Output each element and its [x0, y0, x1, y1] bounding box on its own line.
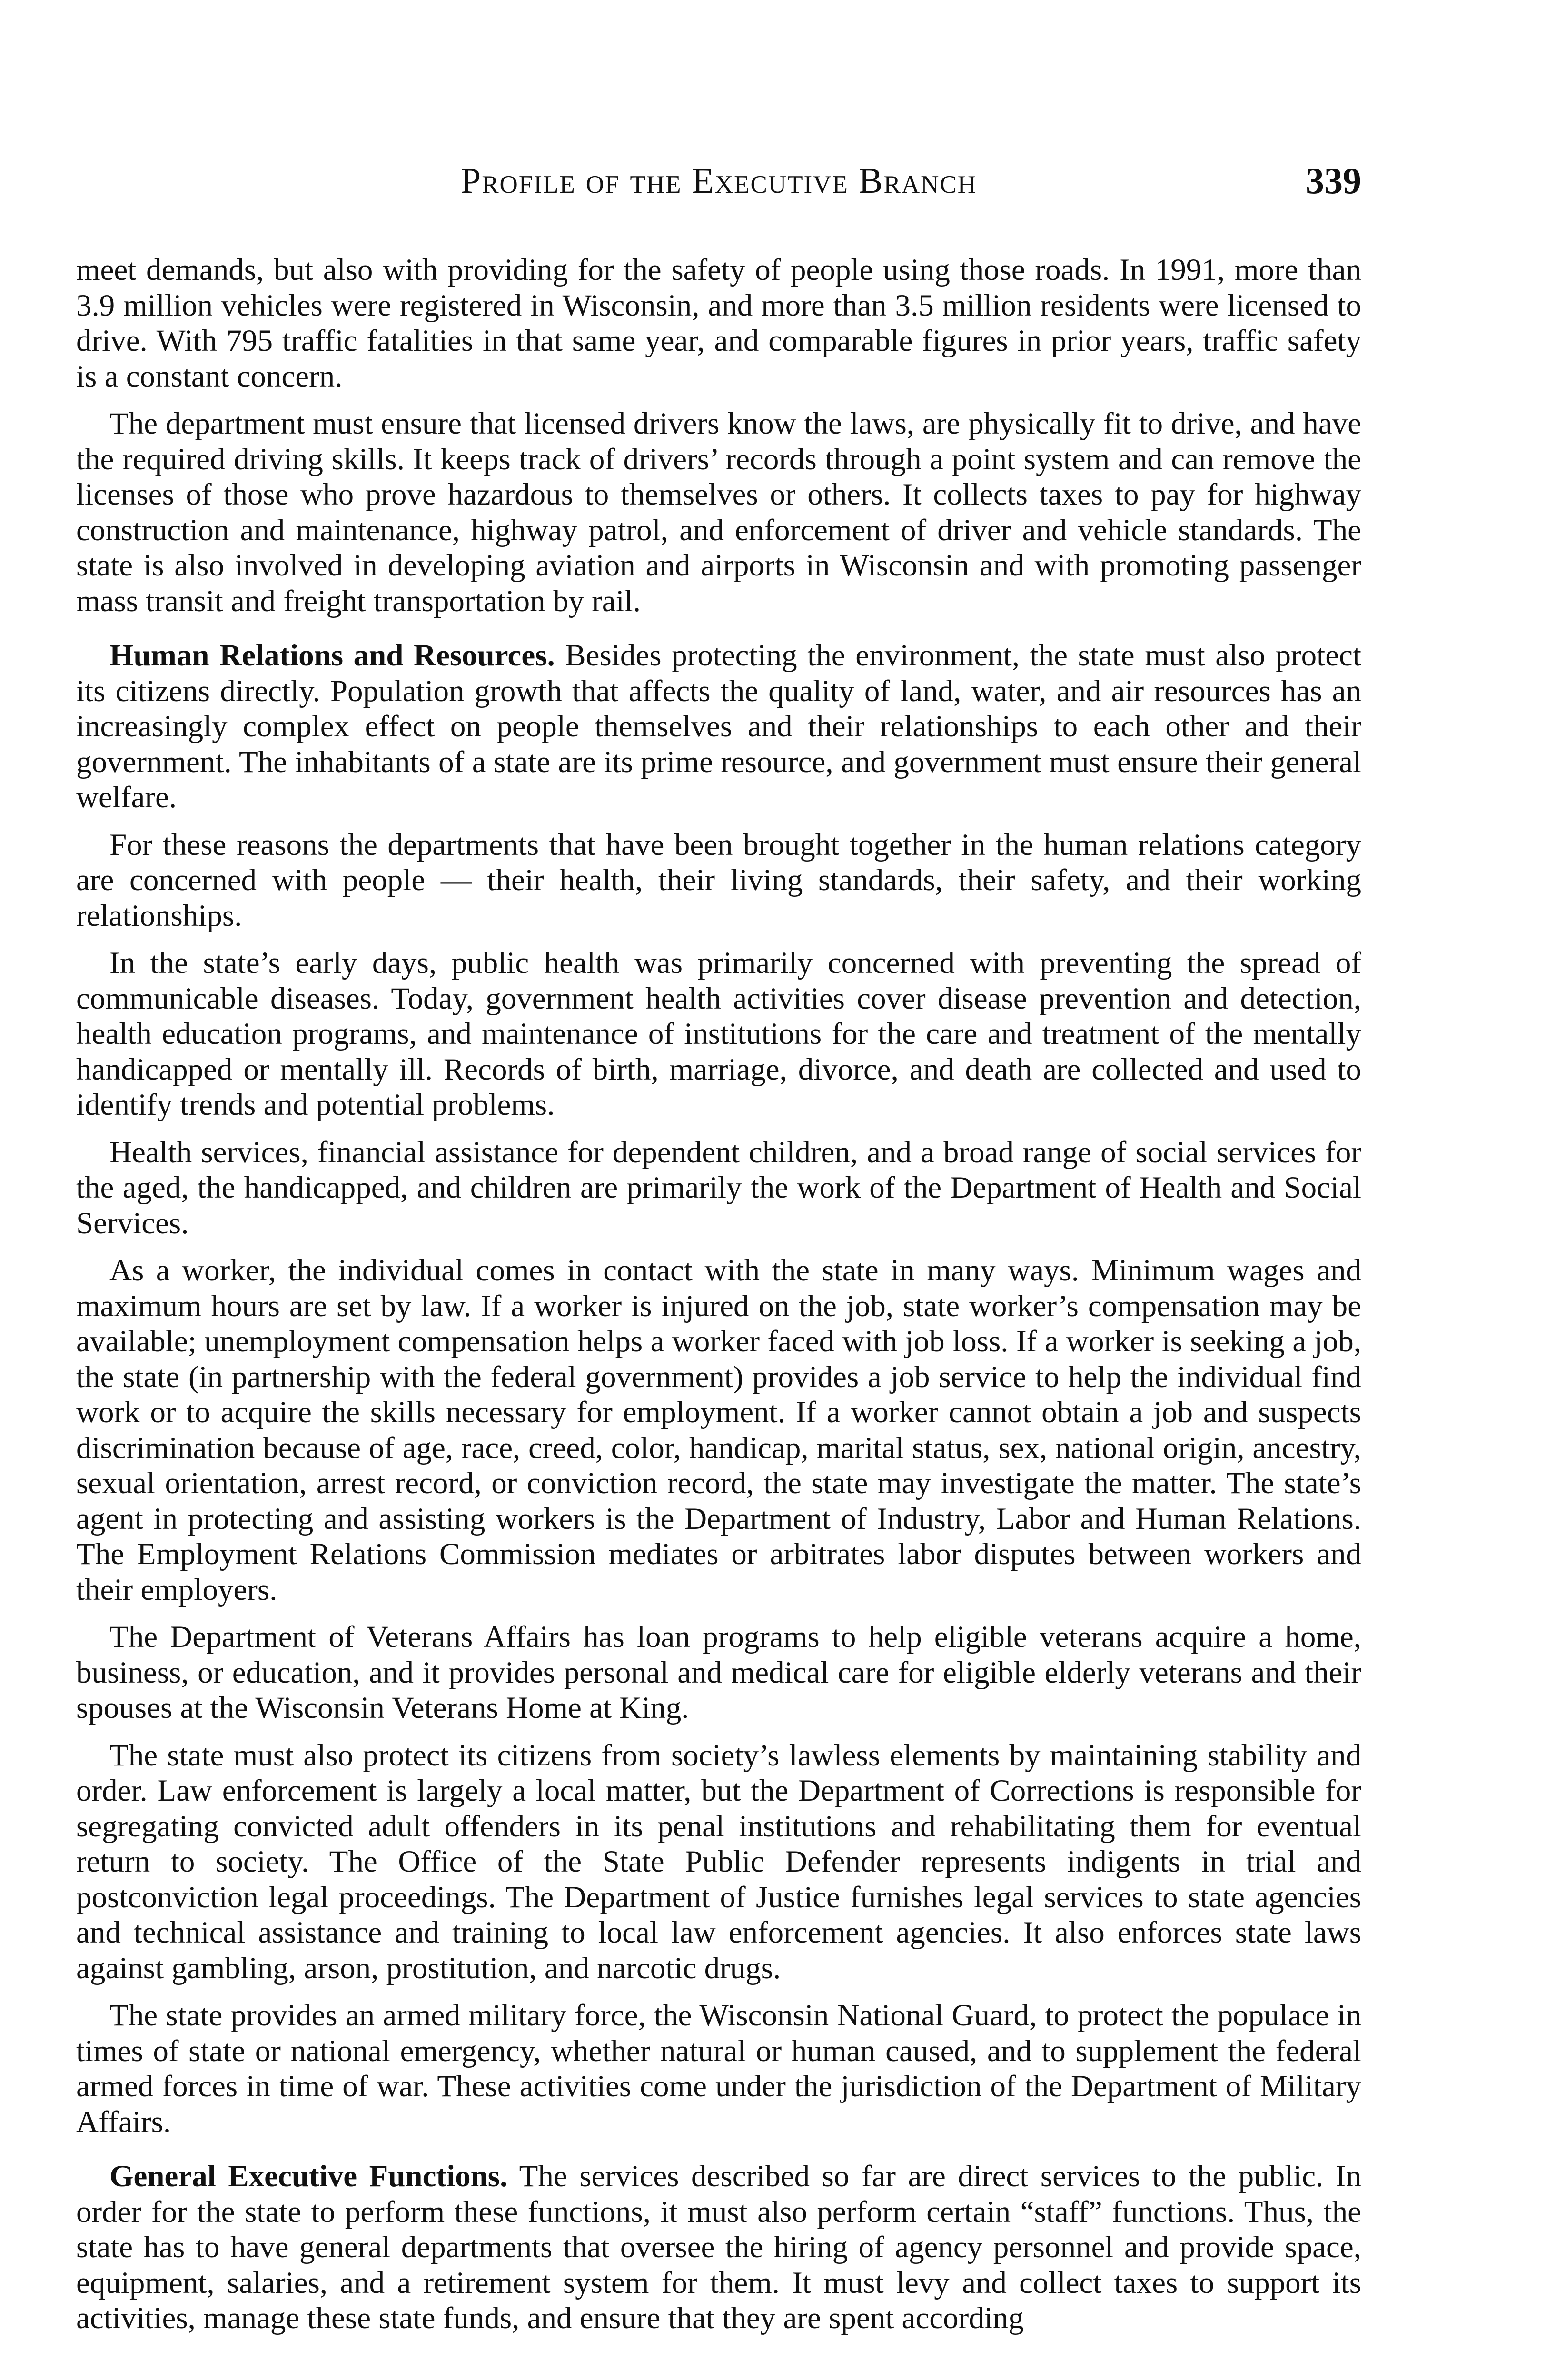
paragraph-text: Besides protecting the environment, the state must also protect its citizens directly. Population growth that affects the quality of land, water, and air resources has an increasingly complex effect on people themselves and their relationships to each other and their government. The inhabitants of a state are its prime resource, and government must ensure their general welfare. — [76, 638, 1361, 814]
paragraph-human-relations-category — [76, 827, 1361, 934]
paragraph-text: The state must also protect its citizens from society’s lawless elements by maintaining stability and order. Law enforcement is largely a local matter, but the Department of Corrections is responsible for segregating convicted adult offenders in its penal institutions and rehabilitating them for eventual return to society. The Office of the State Public Defender represents indigents in trial and postconviction legal proceedings. The Department of Justice furnishes legal services to state agencies and technical assistance and training to local law enforcement agencies. It also enforces state laws against gambling, arson, prostitution, and narcotic drugs. — [76, 1738, 1361, 1985]
paragraph-text: The department must ensure that licensed drivers know the laws, are physically fit to drive, and have the required driving skills. It keeps track of drivers’ records through a point system and can remove the licenses of those who prove hazardous to themselves or others. It collects taxes to pay for highway construction and maintenance, highway patrol, and enforcement of driver and vehicle standards. The state is also involved in developing aviation and airports in Wisconsin and with promoting passenger mass transit and freight transportation by rail. — [76, 407, 1361, 618]
page-number: 339 — [1306, 160, 1361, 201]
paragraph-health-services — [76, 1135, 1361, 1241]
paragraph-general-executive — [76, 2159, 1361, 2336]
paragraph-national-guard — [76, 1998, 1361, 2140]
paragraph-text: In the state’s early days, public health was primarily concerned with preventing the spread of communicable diseases. Today, government health activities cover disease prevention and detection, health education programs, and maintenance of institutions for the care and treatment of the mentally handicapped or mentally ill. Records of birth, marriage, divorce, and death are collected and used to identify trends and potential problems. — [76, 946, 1361, 1122]
page-header — [76, 157, 1361, 205]
paragraph-text: For these reasons the departments that have been brought together in the human relations category are concerned with people — their health, their living standards, their safety, and their working relationships. — [76, 827, 1361, 933]
paragraph-human-relations — [76, 638, 1361, 815]
paragraph-text: meet demands, but also with providing for the safety of people using those roads. In 1991, more than 3.9 million vehicles were registered in Wisconsin, and more than 3.5 million residents were licensed to drive. With 795 traffic fatalities in that same year, and comparable figures in prior years, traffic safety is a constant concern. — [76, 253, 1361, 394]
paragraph-traffic-safety — [76, 252, 1361, 394]
paragraph-public-health — [76, 945, 1361, 1123]
paragraph-law-enforcement — [76, 1738, 1361, 1986]
paragraph-text: The Department of Veterans Affairs has loan programs to help eligible veterans acquire a home, business, or education, and it provides personal and medical care for eligible elderly veterans and their spouses at the Wisconsin Veterans Home at King. — [76, 1620, 1361, 1725]
paragraph-text: As a worker, the individual comes in contact with the state in many ways. Minimum wages and maximum hours are set by law. If a worker is injured on the job, state worker’s compensation may be available; unemployment compensation helps a worker faced with job loss. If a worker is seeking a job, the state (in partnership with the federal government) provides a job service to help the individual find work or to acquire the skills necessary for employment. If a worker cannot obtain a job and suspects discrimination because of age, race, creed, color, handicap, marital status, sex, national origin, ancestry, sexual orientation, arrest record, or conviction record, the state may investigate the matter. The state’s agent in protecting and assisting workers is the Department of Industry, Labor and Human Relations. The Employment Relations Commission mediates or arbitrates labor disputes between workers and their employers. — [76, 1253, 1361, 1607]
paragraph-text: Health services, financial assistance for dependent children, and a broad range of social services for the aged, the handicapped, and children are primarily the work of the Department of Health and Social Services. — [76, 1135, 1361, 1240]
paragraph-text: The state provides an armed military force, the Wisconsin National Guard, to protect the populace in times of state or national emergency, whether natural or human caused, and to supplement the federal armed forces in time of war. These activities come under the jurisdiction of the Department of Military Affairs. — [76, 1998, 1361, 2139]
running-title: Profile of the Executive Branch — [460, 161, 977, 201]
paragraph-workers — [76, 1253, 1361, 1607]
paragraph-veterans — [76, 1619, 1361, 1726]
paragraph-text: The services described so far are direct services to the public. In order for the state to perform these functions, it must also perform certain “staff” functions. Thus, the state has to have general departments that oversee the hiring of agency personnel and provide space, equipment, salaries, and a retirement system for them. It must levy and collect taxes to support its activities, manage these state funds, and ensure that they are spent according — [76, 2159, 1361, 2335]
section-heading-human-relations: Human Relations and Resources. — [109, 638, 555, 673]
body-text — [76, 252, 1361, 2348]
section-heading-general-executive: General Executive Functions. — [109, 2159, 508, 2193]
paragraph-drivers — [76, 406, 1361, 619]
